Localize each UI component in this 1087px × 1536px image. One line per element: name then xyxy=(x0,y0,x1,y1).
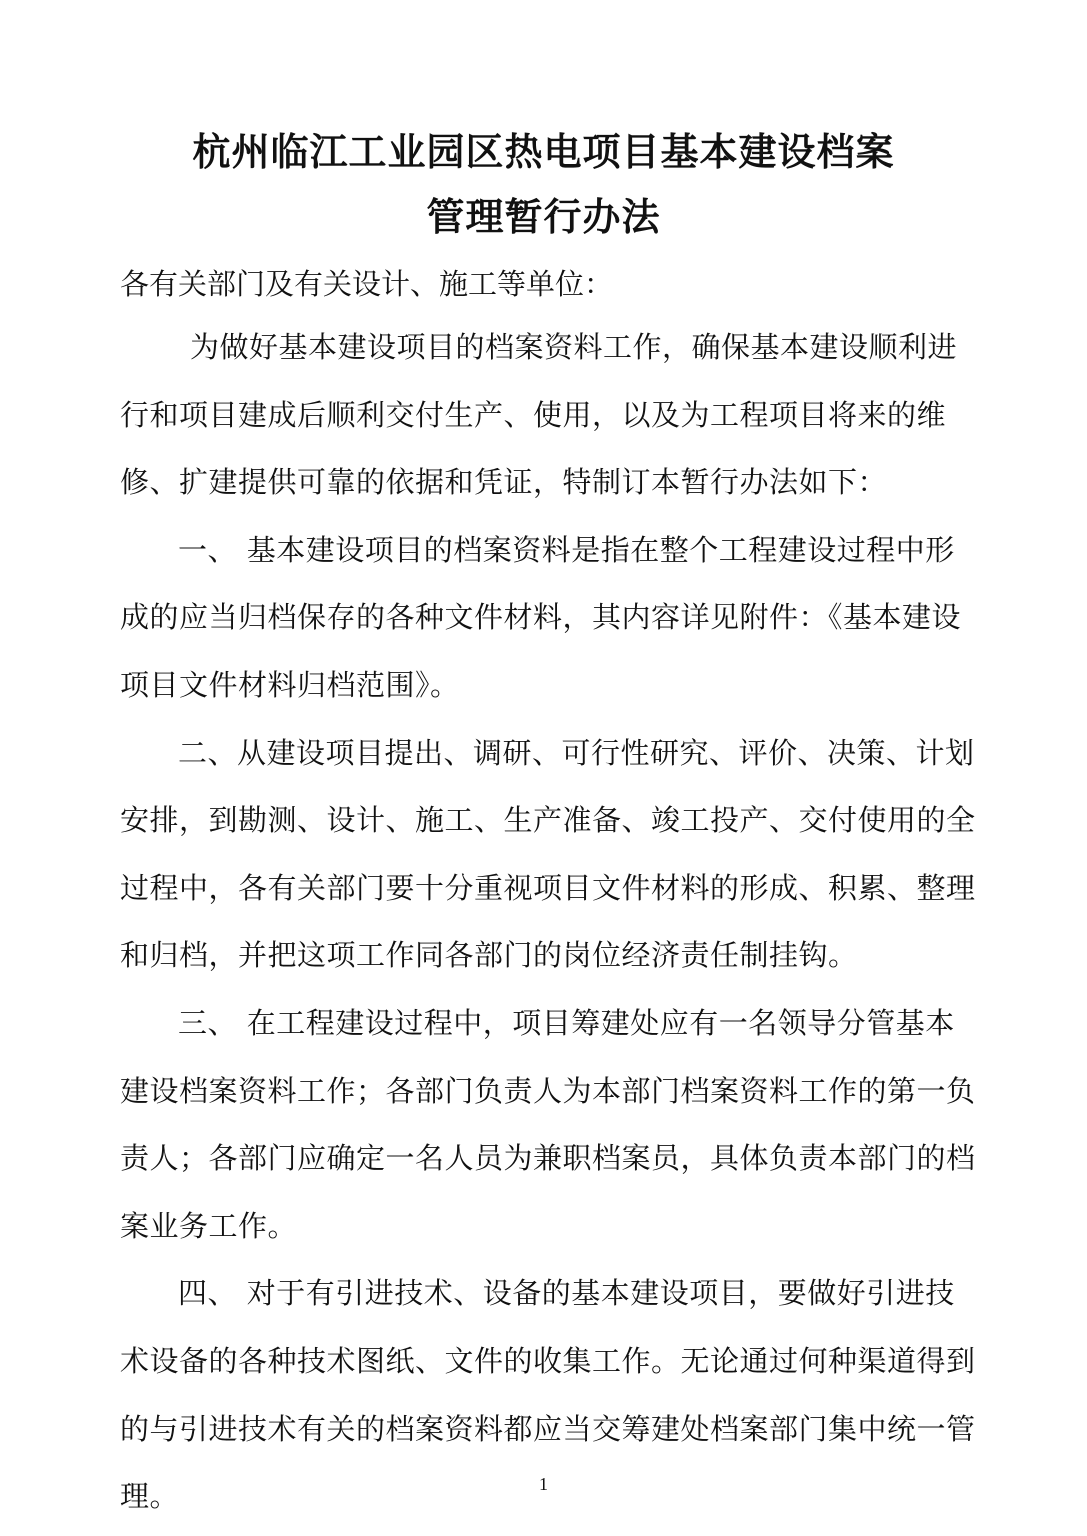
paragraph-item-2 xyxy=(120,720,980,990)
salutation: 各有关部门及有关设计、施工等单位： xyxy=(120,267,614,301)
page-number: 1 xyxy=(539,1474,548,1494)
paragraph-item-3-text: 三、 在工程建设过程中，项目筹建处应有一名领导分管基本建设档案资料工作；各部门负责人为本部门档案资料工作的第一负责人；各部门应确定一名人员为兼职档案员，具体负责本部门的档案业务工作。 xyxy=(120,1005,976,1243)
paragraph-item-4-text: 四、 对于有引进技术、设备的基本建设项目，要做好引进技术设备的各种技术图纸、文件的收集工作。无论通过何种渠道得到的与引进技术有关的档案资料都应当交筹建处档案部门集中统一管理。 xyxy=(120,1276,976,1514)
paragraph-intro-text: 为做好基本建设项目的档案资料工作，确保基本建设顺利进行和项目建成后顺利交付生产、使用，以及为工程项目将来的维修、扩建提供可靠的依据和凭证，特制订本暂行办法如下： xyxy=(120,330,958,500)
paragraph-item-3 xyxy=(120,990,980,1260)
body-text xyxy=(120,314,980,1531)
paragraph-item-1 xyxy=(120,517,980,720)
paragraph-item-1-text: 一、 基本建设项目的档案资料是指在整个工程建设过程中形成的应当归档保存的各种文件材料，其内容详见附件：《基本建设项目文件材料归档范围》。 xyxy=(120,532,962,702)
paragraph-item-2-text: 二、从建设项目提出、调研、可行性研究、评价、决策、计划安排，到勘测、设计、施工、生产准备、竣工投产、交付使用的全过程中，各有关部门要十分重视项目文件材料的形成、积累、整理和归档，并把这项工作同各部门的岗位经济责任制挂钩。 xyxy=(120,735,976,973)
paragraph-intro xyxy=(120,314,980,517)
document-title-line-1: 杭州临江工业园区热电项目基本建设档案 xyxy=(192,130,895,174)
document-title-line-2: 管理暂行办法 xyxy=(426,195,661,239)
